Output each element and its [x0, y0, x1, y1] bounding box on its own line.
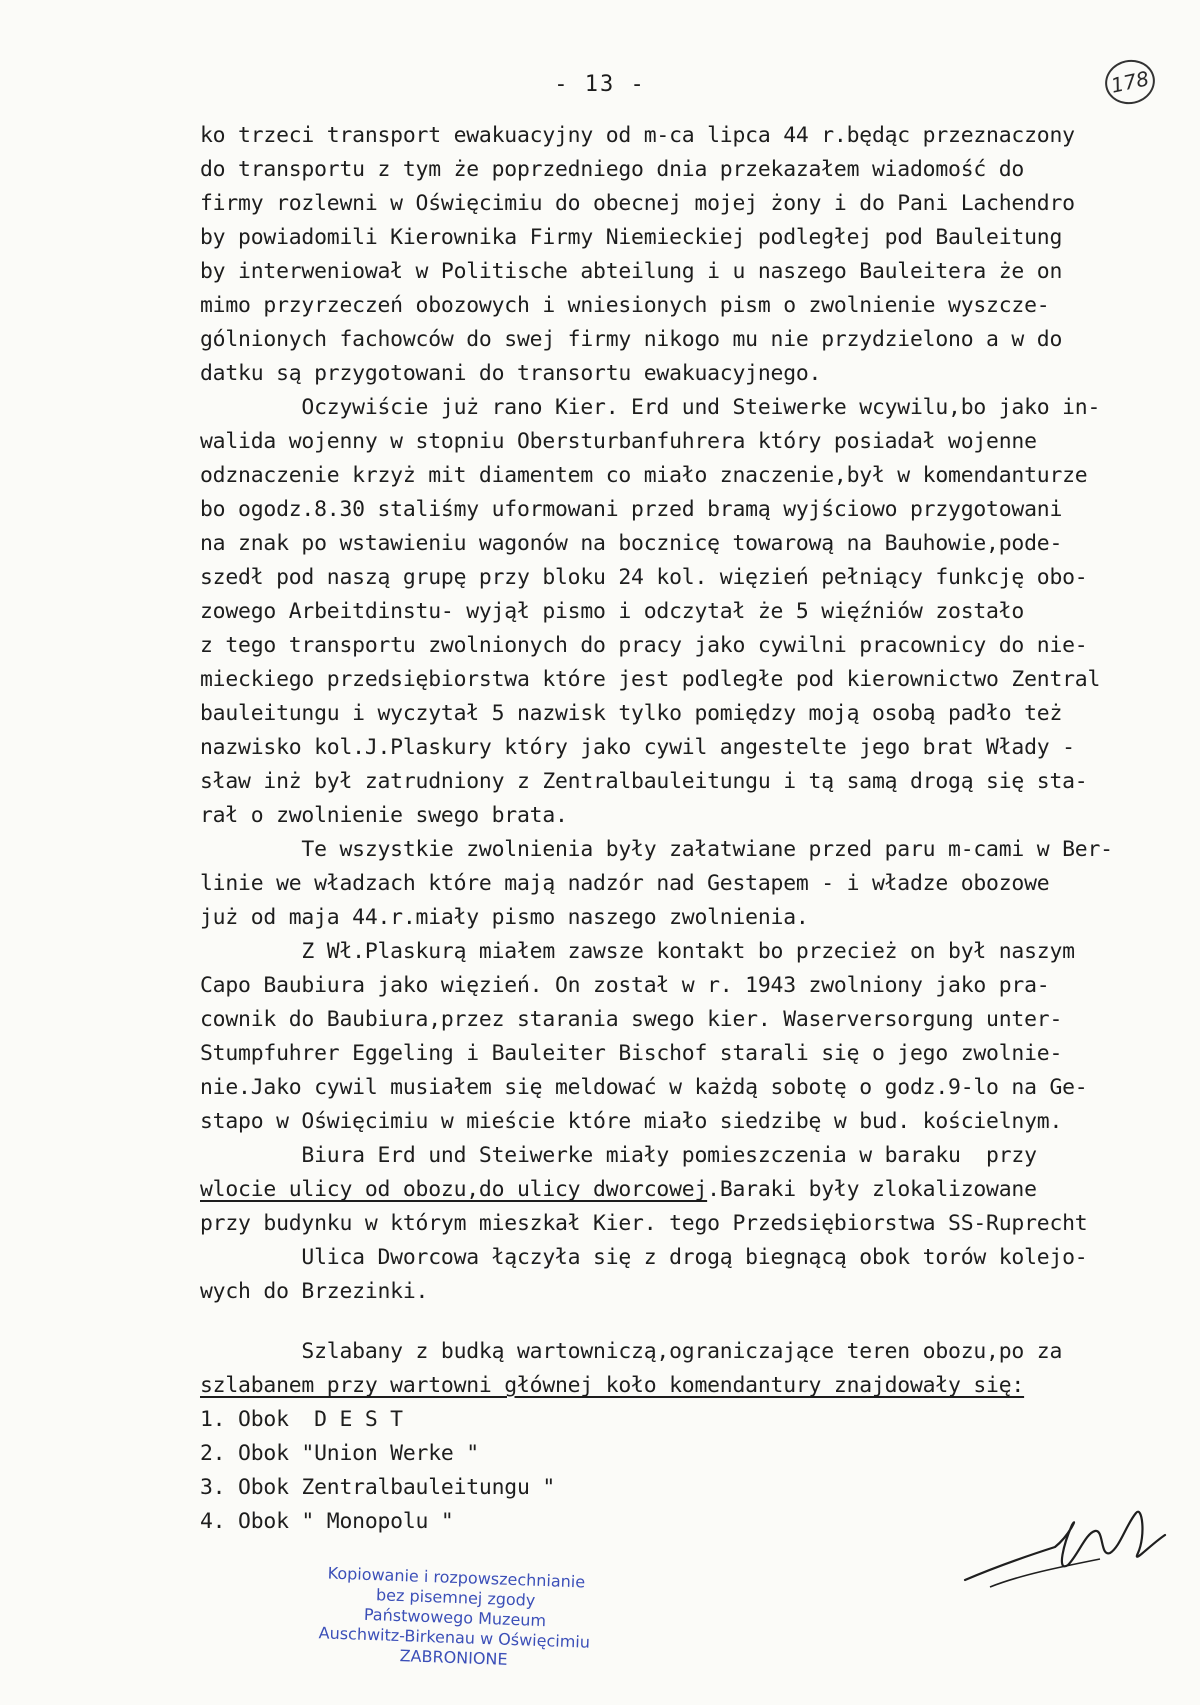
stamp-line: ZABRONIONE — [399, 1646, 508, 1669]
text-line: z tego transportu zwolnionych do pracy jako cywilni pracownicy do nie- — [200, 633, 1088, 658]
text-line: Biura Erd und Steiwerke miały pomieszczenia w baraku przy — [200, 1143, 1037, 1168]
handwritten-signature — [960, 1495, 1170, 1615]
text-line: Te wszystkie zwolnienia były załatwiane przed paru m-cami w Ber- — [200, 837, 1113, 862]
museum-stamp — [303, 1563, 606, 1673]
text-line: ko trzeci transport ewakuacyjny od m-ca lipca 44 r.będąc przeznaczony — [200, 123, 1075, 148]
text-line: bauleitungu i wyczytał 5 nazwisk tylko pomiędzy moją osobą padło też — [200, 701, 1063, 726]
text-line: rał o zwolnienie swego brata. — [200, 803, 568, 828]
text-line: już od maja 44.r.miały pismo naszego zwolnienia. — [200, 905, 809, 930]
paragraph — [200, 391, 1190, 833]
text-line: datku są przygotowani do transortu ewakuacyjnego. — [200, 361, 822, 386]
underlined-phrase: wlocie ulicy od obozu,do ulicy dworcowej — [200, 1177, 708, 1202]
text-line: linie we władzach które mają nadzór nad Gestapem - i władze obozowe — [200, 871, 1050, 896]
text-line: Stumpfuhrer Eggeling i Bauleiter Bischof starali się o jego zwolnie- — [200, 1041, 1063, 1066]
text-line: by powiadomili Kierownika Firmy Niemieckiej podległej pod Bauleitung — [200, 225, 1063, 250]
list-item: 3. Obok Zentralbauleitungu " — [200, 1475, 555, 1500]
text-line: Z Wł.Plaskurą miałem zawsze kontakt bo przecież on był naszym — [200, 939, 1075, 964]
text-line: gólnionych fachowców do swej firmy nikogo mu nie przydzielono a w do — [200, 327, 1063, 352]
spacer — [200, 1309, 1190, 1335]
text-line: cownik do Baubiura,przez starania swego kier. Waserversorgung unter- — [200, 1007, 1063, 1032]
text-line: bo ogodz.8.30 staliśmy uformowani przed bramą wyjściowo przygotowani — [200, 497, 1063, 522]
text-line: odznaczenie krzyż mit diamentem co miało znaczenie,był w komendanturze — [200, 463, 1088, 488]
paragraph — [200, 833, 1190, 935]
paragraph — [200, 1139, 1190, 1309]
text-line: nie.Jako cywil musiałem się meldować w każdą sobotę o godz.9-lo na Ge- — [200, 1075, 1088, 1100]
text-segment: .Baraki były zlokalizowane — [707, 1177, 1037, 1202]
paragraph — [200, 1335, 1190, 1403]
stamp-line: bez pisemnej zgody — [375, 1585, 536, 1610]
text-line: stapo w Oświęcimiu w mieście które miało siedzibę w bud. kościelnym. — [200, 1109, 1063, 1134]
text-line: mieckiego przedsiębiorstwa które jest podległe pod kierownictwo Zentral — [200, 667, 1101, 692]
stamp-line: Państwowego Muzeum — [363, 1604, 547, 1631]
stamp-line: Auschwitz-Birkenau w Oświęcimiu — [318, 1623, 591, 1652]
text-line: zowego Arbeitdinstu- wyjął pismo i odczytał że 5 więźniów zostało — [200, 599, 1025, 624]
text-line: sław inż był zatrudniony z Zentralbauleitungu i tą samą drogą się sta- — [200, 769, 1088, 794]
text-line: na znak po wstawieniu wagonów na bocznicę towarową na Bauhowie,pode- — [200, 531, 1063, 556]
list-item: 4. Obok " Monopolu " — [200, 1509, 454, 1534]
underlined-phrase: szlabanem przy wartowni głównej koło komendantury znajdowały się: — [200, 1373, 1025, 1398]
list-item: 1. Obok D E S T — [200, 1407, 403, 1432]
text-line — [200, 1369, 1190, 1403]
document-body — [200, 119, 1190, 1539]
text-line: Ulica Dworcowa łączyła się z drogą biegnącą obok torów kolejo- — [200, 1245, 1088, 1270]
text-line: przy budynku w którym mieszkał Kier. tego Przedsiębiorstwa SS-Ruprecht — [200, 1211, 1088, 1236]
paragraph — [200, 935, 1190, 1139]
text-line: by interweniował w Politische abteilung i u naszego Bauleitera że on — [200, 259, 1063, 284]
list-item: 2. Obok "Union Werke " — [200, 1441, 479, 1466]
paragraph — [200, 119, 1190, 391]
text-line: mimo przyrzeczeń obozowych i wniesionych pism o zwolnienie wyszcze- — [200, 293, 1050, 318]
text-line: do transportu z tym że poprzedniego dnia przekazałem wiadomość do — [200, 157, 1025, 182]
archive-number-mark: 178 — [1101, 55, 1159, 108]
page-number: - 13 - — [554, 72, 646, 97]
stamp-line: Kopiowanie i rozpowszechnianie — [327, 1563, 586, 1592]
text-line: Szlabany z budką wartowniczą,ograniczające teren obozu,po za — [200, 1339, 1063, 1364]
text-line: szedł pod naszą grupę przy bloku 24 kol. więzień pełniący funkcję obo- — [200, 565, 1088, 590]
text-line: nazwisko kol.J.Plaskury który jako cywil angestelte jego brat Włady - — [200, 735, 1075, 760]
text-line: Capo Baubiura jako więzień. On został w r. 1943 zwolniony jako pra- — [200, 973, 1050, 998]
text-line — [200, 1173, 1190, 1207]
text-line: firmy rozlewni w Oświęcimiu do obecnej mojej żony i do Pani Lachendro — [200, 191, 1075, 216]
text-line: Oczywiście już rano Kier. Erd und Steiwerke wcywilu,bo jako in- — [200, 395, 1101, 420]
text-line: walida wojenny w stopniu Obersturbanfuhrera który posiadał wojenne — [200, 429, 1037, 454]
text-line: wych do Brzezinki. — [200, 1279, 429, 1304]
